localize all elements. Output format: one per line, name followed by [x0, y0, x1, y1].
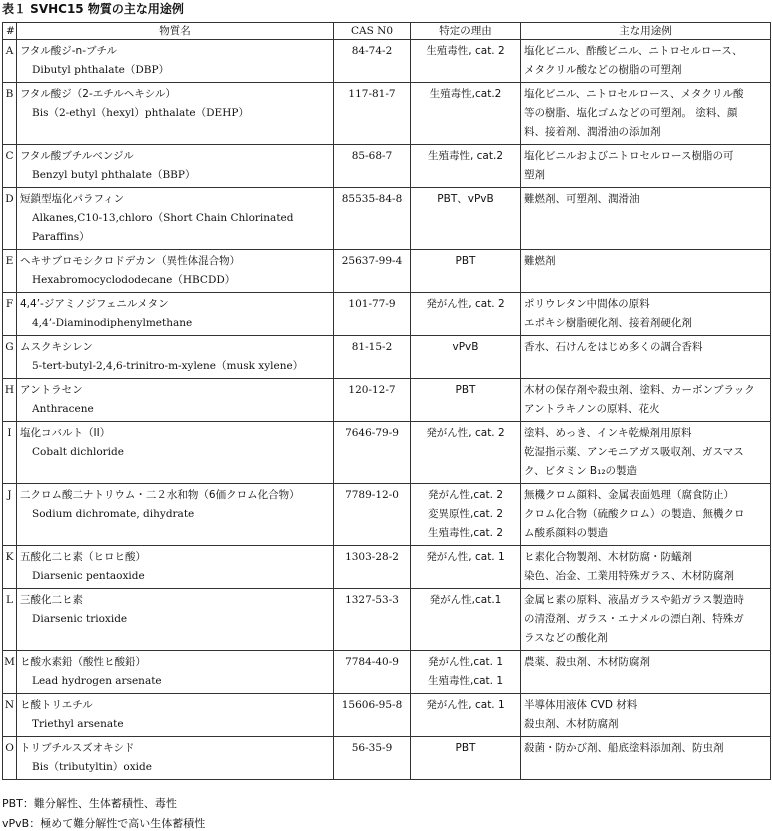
svhc-table: [2, 22, 771, 780]
reason-text: PBT、vPvB: [437, 193, 494, 205]
use-text: 塑剤: [524, 169, 545, 181]
substance-name-en: Bis（tributyltin）oxide: [32, 761, 152, 773]
use-text: 難燃剤、可塑剤、潤滑油: [524, 193, 640, 205]
cas-number: 85-68-7: [334, 145, 411, 188]
substance-name-en: Benzyl butyl phthalate（BBP）: [32, 169, 196, 181]
reason-text: vPvB: [452, 341, 479, 353]
reason-cell: [411, 293, 521, 336]
substance-cell: [17, 188, 334, 250]
use-text: 半導体用液体 CVD 材料: [524, 699, 638, 711]
cas-number: 56-35-9: [334, 737, 411, 780]
use-text: 殺菌・防かび剤、船底塗料添加剤、防虫剤: [524, 742, 724, 754]
substance-cell: [17, 293, 334, 336]
substance-cell: [17, 145, 334, 188]
reason-text: 発がん性,cat. 1: [427, 656, 504, 668]
row-index: L: [3, 589, 17, 651]
substance-name-en: Sodium dichromate, dihydrate: [32, 508, 195, 520]
table-row: [3, 40, 771, 83]
uses-cell: [521, 484, 771, 546]
reason-cell: [411, 422, 521, 484]
reason-text: 生殖毒性,cat.2: [429, 88, 502, 100]
use-text: ラスなどの酸化剤: [524, 632, 608, 644]
substance-name-ja: 4,4’-ジアミノジフェニルメタン: [20, 298, 169, 310]
table-row: [3, 83, 771, 145]
cas-number: 7784-40-9: [334, 651, 411, 694]
uses-cell: [521, 379, 771, 422]
uses-cell: [521, 188, 771, 250]
cas-number: 1327-53-3: [334, 589, 411, 651]
reason-text: 発がん性,cat. 2: [427, 489, 504, 501]
use-text: 無機クロム顔料、金属表面処理（腐食防止）: [524, 489, 734, 501]
substance-cell: [17, 336, 334, 379]
substance-name-ja: 五酸化二ヒ素（ヒロヒ酸）: [20, 551, 146, 563]
substance-name-en: 4,4’-Diaminodiphenylmethane: [32, 317, 193, 329]
use-text: クロム化合物（硫酸クロム）の製造、無機クロ: [524, 508, 745, 520]
uses-cell: [521, 589, 771, 651]
substance-cell: [17, 737, 334, 780]
substance-name-ja: フタル酸ジ（2-エチルヘキシル）: [20, 88, 176, 100]
use-text: の清澄剤、ガラス・エナメルの漂白剤、特殊ガ: [524, 613, 744, 625]
substance-name-ja: フタル酸ジ-n-ブチル: [20, 45, 117, 57]
substance-name-en: Diarsenic pentaoxide: [32, 570, 145, 582]
use-text: メタクリル酸などの樹脂の可塑剤: [524, 64, 682, 76]
reason-text: 発がん性, cat. 1: [426, 551, 505, 563]
substance-name-ja: ムスクキシレン: [20, 341, 93, 353]
footnote-pbt: PBT：難分解性、生体蓄積性、毒性: [2, 797, 177, 810]
use-text: 等の樹脂、塩化ゴムなどの可塑剤。 塗料、顔: [524, 107, 738, 119]
substance-cell: [17, 694, 334, 737]
use-text: エポキシ樹脂硬化剤、接着剤硬化剤: [524, 317, 692, 329]
use-text: ヒ素化合物製剤、木材防腐・防蟻剤: [524, 551, 692, 563]
substance-name-ja: ヘキサブロモシクロドデカン（異性体混合物）: [20, 255, 241, 267]
reason-text: 発がん性,cat.1: [429, 594, 502, 606]
reason-cell: [411, 40, 521, 83]
substance-name-ja: 二クロム酸二ナトリウム・二２水和物（6価クロム化合物）: [20, 489, 300, 501]
reason-cell: [411, 737, 521, 780]
use-text: 木材の保存剤や殺虫剤、塗料、カーボンブラック: [524, 384, 755, 396]
use-text: 難燃剤: [524, 255, 556, 267]
row-index: A: [3, 40, 17, 83]
substance-name-en: Triethyl arsenate: [32, 718, 124, 730]
uses-cell: [521, 737, 771, 780]
table-row: [3, 145, 771, 188]
substance-name-en: Anthracene: [32, 403, 94, 415]
use-text: ク、ビタミン B₁₂の製造: [524, 465, 638, 477]
reason-cell: [411, 651, 521, 694]
reason-text: 生殖毒性,cat. 2: [427, 527, 504, 539]
cas-number: 7789-12-0: [334, 484, 411, 546]
table-row: [3, 379, 771, 422]
use-text: 乾湿指示薬、アンモニアガス吸収剤、ガスマス: [524, 446, 744, 458]
use-text: ポリウレタン中間体の原料: [524, 298, 650, 310]
reason-text: 生殖毒性, cat.2: [427, 150, 504, 162]
header-uses: 主な用途例: [521, 23, 771, 40]
row-index: H: [3, 379, 17, 422]
table-title: 表１ SVHC15 物質の主な用途例: [2, 2, 184, 16]
cas-number: 1303-28-2: [334, 546, 411, 589]
reason-cell: [411, 83, 521, 145]
substance-cell: [17, 651, 334, 694]
use-text: 塩化ビニル、酢酸ビニル、ニトロセルロース、: [524, 45, 743, 57]
header-index: #: [3, 23, 17, 40]
row-index: E: [3, 250, 17, 293]
table-row: [3, 336, 771, 379]
substance-cell: [17, 546, 334, 589]
substance-name-ja: 短鎖型塩化パラフィン: [20, 193, 125, 205]
table-row: [3, 250, 771, 293]
substance-cell: [17, 83, 334, 145]
use-text: 殺虫剤、木材防腐剤: [524, 718, 619, 730]
uses-cell: [521, 250, 771, 293]
uses-cell: [521, 546, 771, 589]
reason-text: PBT: [455, 742, 476, 754]
substance-name-ja: アントラセン: [20, 384, 83, 396]
reason-text: 生殖毒性,cat. 1: [427, 675, 504, 687]
uses-cell: [521, 293, 771, 336]
substance-name-en: Bis（2-ethyl（hexyl）phthalate（DEHP）: [32, 107, 249, 119]
row-index: M: [3, 651, 17, 694]
reason-text: PBT: [455, 384, 476, 396]
cas-number: 25637-99-4: [334, 250, 411, 293]
row-index: J: [3, 484, 17, 546]
uses-cell: [521, 694, 771, 737]
substance-name-en: Diarsenic trioxide: [32, 613, 128, 625]
row-index: F: [3, 293, 17, 336]
substance-cell: [17, 422, 334, 484]
substance-name-en: Alkanes,C10-13,chloro（Short Chain Chlorinated Paraffins）: [32, 212, 294, 243]
table-row: [3, 737, 771, 780]
table-row: [3, 694, 771, 737]
reason-text: 変異原性,cat. 2: [427, 508, 504, 520]
table-row: [3, 422, 771, 484]
use-text: 料、接着剤、潤滑油の添加剤: [524, 126, 661, 138]
use-text: 塗料、めっき、インキ乾燥剤用原料: [524, 427, 692, 439]
substance-cell: [17, 379, 334, 422]
substance-cell: [17, 250, 334, 293]
use-text: アントラキノンの原料、花火: [524, 403, 660, 415]
footnote-vpvb: vPvB：極めて難分解性で高い生体蓄積性: [2, 817, 206, 830]
substance-name-en: Lead hydrogen arsenate: [32, 675, 162, 687]
substance-name-en: Cobalt dichloride: [32, 446, 124, 458]
header-row: [3, 23, 771, 40]
reason-text: 発がん性, cat. 2: [426, 427, 505, 439]
substance-name-ja: 三酸化二ヒ素: [20, 594, 83, 606]
reason-cell: [411, 694, 521, 737]
cas-number: 15606-95-8: [334, 694, 411, 737]
header-cas: CAS N0: [334, 23, 411, 40]
table-row: [3, 589, 771, 651]
reason-cell: [411, 589, 521, 651]
substance-name-en: Hexabromocyclododecane（HBCDD）: [32, 274, 236, 286]
header-reason: 特定の理由: [411, 23, 521, 40]
uses-cell: [521, 336, 771, 379]
row-index: G: [3, 336, 17, 379]
use-text: ム酸系顔料の製造: [524, 527, 608, 539]
reason-text: 発がん性, cat. 2: [426, 298, 505, 310]
uses-cell: [521, 145, 771, 188]
row-index: B: [3, 83, 17, 145]
reason-text: 発がん性, cat. 1: [426, 699, 505, 711]
header-substance: 物質名: [17, 23, 334, 40]
table-row: [3, 546, 771, 589]
table-row: [3, 651, 771, 694]
substance-name-en: Dibutyl phthalate（DBP）: [32, 64, 170, 76]
cas-number: 81-15-2: [334, 336, 411, 379]
reason-text: 生殖毒性, cat. 2: [426, 45, 505, 57]
uses-cell: [521, 651, 771, 694]
reason-cell: [411, 379, 521, 422]
uses-cell: [521, 83, 771, 145]
cas-number: 120-12-7: [334, 379, 411, 422]
row-index: N: [3, 694, 17, 737]
use-text: 香水、石けんをはじめ多くの調合香料: [524, 341, 703, 353]
table-row: [3, 188, 771, 250]
substance-cell: [17, 589, 334, 651]
use-text: 農薬、殺虫剤、木材防腐剤: [524, 656, 650, 668]
reason-text: PBT: [455, 255, 476, 267]
reason-cell: [411, 484, 521, 546]
substance-cell: [17, 40, 334, 83]
reason-cell: [411, 145, 521, 188]
substance-name-ja: 塩化コバルト（II）: [20, 427, 111, 439]
row-index: O: [3, 737, 17, 780]
reason-cell: [411, 188, 521, 250]
row-index: D: [3, 188, 17, 250]
use-text: 染色、冶金、工業用特殊ガラス、木材防腐剤: [524, 570, 734, 582]
substance-name-ja: フタル酸ブチルベンジル: [20, 150, 134, 162]
use-text: 塩化ビニルおよびニトロセルロース樹脂の可: [524, 150, 734, 162]
use-text: 塩化ビニル、ニトロセルロース、メタクリル酸: [524, 88, 744, 100]
table-row: [3, 293, 771, 336]
substance-cell: [17, 484, 334, 546]
substance-name-en: 5-tert-butyl-2,4,6-trinitro-m-xylene（musk xylene）: [32, 360, 304, 372]
row-index: K: [3, 546, 17, 589]
substance-name-ja: ヒ酸水素鉛（酸性ヒ酸鉛）: [20, 656, 146, 668]
uses-cell: [521, 40, 771, 83]
substance-name-ja: トリブチルスズオキシド: [20, 742, 135, 754]
cas-number: 85535-84-8: [334, 188, 411, 250]
reason-cell: [411, 546, 521, 589]
cas-number: 84-74-2: [334, 40, 411, 83]
reason-cell: [411, 336, 521, 379]
cas-number: 101-77-9: [334, 293, 411, 336]
reason-cell: [411, 250, 521, 293]
row-index: C: [3, 145, 17, 188]
cas-number: 7646-79-9: [334, 422, 411, 484]
substance-name-ja: ヒ酸トリエチル: [20, 699, 93, 711]
row-index: I: [3, 422, 17, 484]
cas-number: 117-81-7: [334, 83, 411, 145]
uses-cell: [521, 422, 771, 484]
table-row: [3, 484, 771, 546]
use-text: 金属ヒ素の原料、液晶ガラスや鉛ガラス製造時: [524, 594, 744, 606]
